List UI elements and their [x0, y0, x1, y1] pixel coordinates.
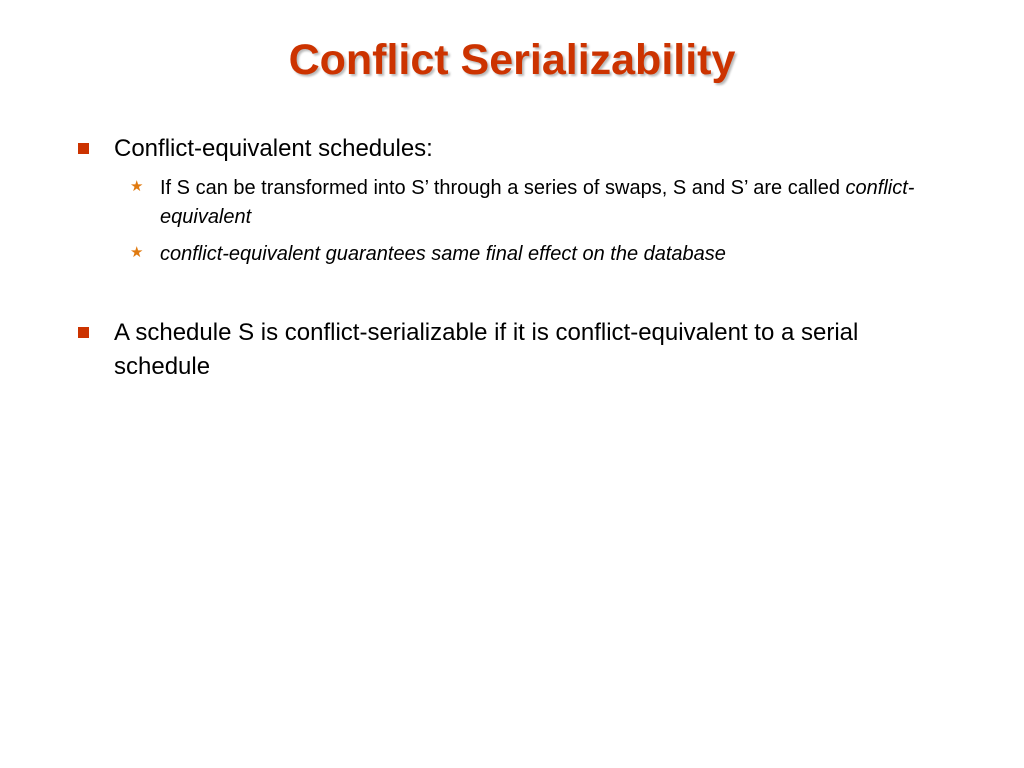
bullet-item-conflict-serializable: [76, 316, 956, 384]
sub-bullet-emphasis: conflict-equivalent: [160, 177, 915, 228]
bullet-list: [76, 132, 956, 384]
slide-title: Conflict Serializability: [288, 36, 736, 84]
square-bullet-icon: [78, 143, 89, 154]
sub-bullet-item-guarantee: [128, 240, 956, 269]
sub-bullet-emphasis: conflict-equivalent guarantees same final effect on the database: [160, 243, 726, 265]
bullet-text: Conflict-equivalent schedules:: [114, 135, 433, 162]
bullet-text: A schedule S is conflict-serializable if it is conflict-equivalent to a serial schedule: [114, 319, 859, 380]
sub-bullet-item-definition: [128, 174, 956, 232]
bullet-item-conflict-equivalent: [76, 132, 956, 166]
star-bullet-icon: ★: [130, 178, 144, 195]
square-bullet-icon: [78, 327, 89, 338]
star-bullet-icon: ★: [130, 244, 144, 261]
sub-bullet-text: If S can be transformed into S’ through a series of swaps, S and S’ are called: [160, 177, 846, 199]
